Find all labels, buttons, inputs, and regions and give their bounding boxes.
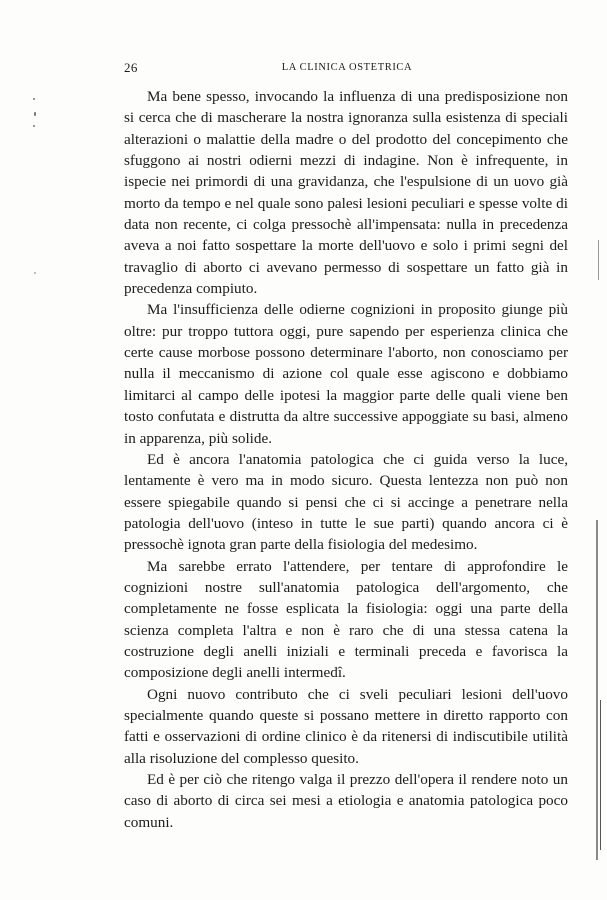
paragraph: Ma sarebbe errato l'attendere, per tentare di approfondire le cognizioni nostre sull'anatomia patologica dell'argomento, che completamente ne fosse esplicata la fisiologia: oggi una parte della scienza completa l'altra e non è raro che di una stessa catena la costruzione degli anelli iniziali e terminali preceda e favorisca la composizione degli anelli intermedî. xyxy=(124,557,568,682)
scan-speck xyxy=(33,98,35,100)
running-title: LA CLINICA OSTETRICA xyxy=(281,62,413,73)
paragraph: Ed è ancora l'anatomia patologica che ci guida verso la luce, lentamente è vero ma in modo sicuro. Questa lentezza non può non essere spiegabile quando si pensi che ci si accinge a penetrare nella patologia dell'uovo (inteso in tutte le sue parti) quando ancora ci è pressochè ignota gran parte della fisiologia del medesimo. xyxy=(124,450,568,554)
scan-speck xyxy=(34,272,36,274)
page-edge-mark xyxy=(600,700,601,850)
paragraph: Ed è per ciò che ritengo valga il prezzo dell'opera il rendere noto un caso di aborto di circa sei mesi a etiologia e anatomia patologica poco comuni. xyxy=(124,771,568,831)
scan-speck xyxy=(34,112,36,116)
paragraph: Ma l'insufficienza delle odierne cognizioni in proposito giunge più oltre: pur troppo tuttora oggi, pure sapendo per esperienza clinica che certe cause morbose possono determinare l'aborto, non conosciamo per nulla il meccanismo di azione col quale esse agiscono e dobbiamo limitarci al campo delle ipotesi la maggior parte delle quali viene ben tosto confutata e distrutta da altre successive appoggiate su basi, almeno in apparenza, più solide. xyxy=(124,301,568,447)
page-number: 26 xyxy=(124,60,138,75)
paragraph: Ma bene spesso, invocando la influenza di una predisposizione non si cerca che di mascherare la nostra ignoranza sulla esistenza di speciali alterazioni o malattie della madre o del prodotto del concepimento che sfuggono ai nostri odierni mezzi di indagine. Non è infrequente, in ispecie nei primordi di una gravidanza, che l'espulsione di un uovo già morto da tempo e nel quale sono palesi lesioni peculiari e spesse volte di data non recente, ci colga pressochè all'impensata: nulla in precedenza aveva a noi fatto sospettare la morte dell'uovo e solo i primi segni del travaglio di aborto ci avevano permesso di sospettare un fatto già in precedenza compiuto. xyxy=(124,88,568,298)
page-header xyxy=(124,60,570,78)
scan-speck xyxy=(33,125,35,127)
page-edge-mark xyxy=(596,520,598,860)
paragraph: Ogni nuovo contributo che ci sveli peculiari lesioni dell'uovo specialmente quando queste si possano mettere in diretto rapporto con fatti e osservazioni di ordine clinico è da ritenersi di indiscutibile utilità alla risoluzione del complesso quesito. xyxy=(124,685,568,767)
page-edge-mark xyxy=(598,240,599,280)
body-text xyxy=(124,86,568,833)
